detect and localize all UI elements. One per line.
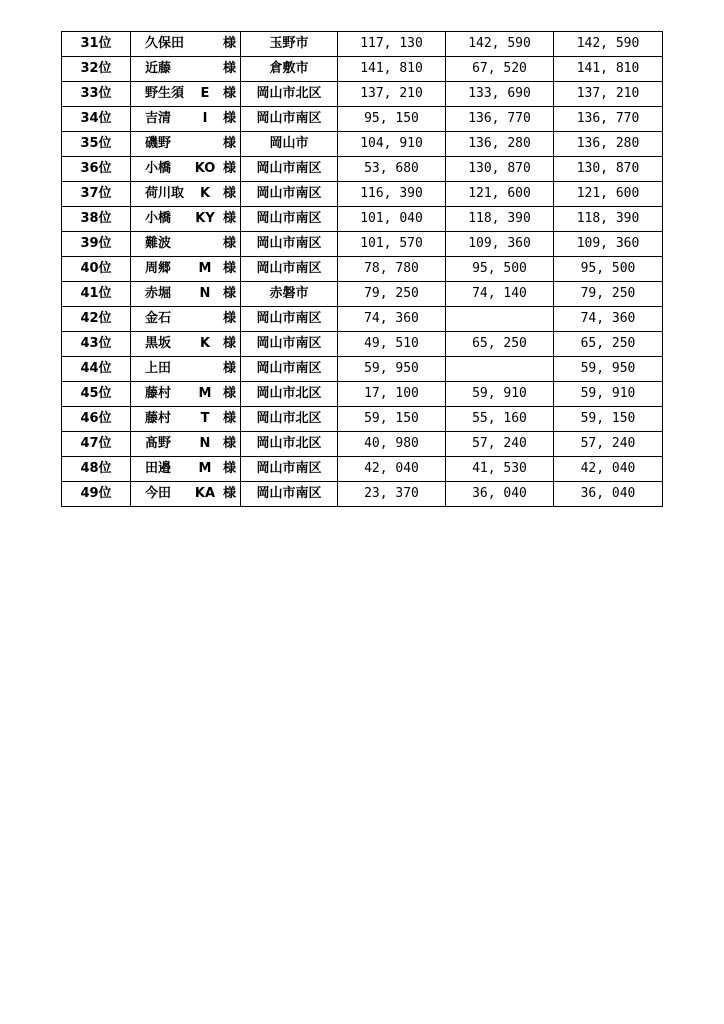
value-cell-2: 142, 590 [446,32,554,57]
value-cell-1: 117, 130 [338,32,446,57]
customer-initial: T [200,411,210,426]
rank-cell: 31位 [62,32,131,57]
name-cell [131,182,241,207]
value-cell-1: 42, 040 [338,457,446,482]
table-row [62,457,663,482]
customer-initial: K [199,186,211,201]
value-cell-3: 36, 040 [554,482,663,507]
customer-name: 上田 [145,361,172,376]
city-cell: 岡山市 [241,132,338,157]
table-row [62,282,663,307]
customer-name: 今田 [145,486,172,501]
table-row [62,57,663,82]
table-row [62,107,663,132]
city-cell: 岡山市北区 [241,382,338,407]
rank-cell: 39位 [62,232,131,257]
name-cell [131,232,241,257]
city-cell: 岡山市南区 [241,307,338,332]
name-cell [131,57,241,82]
value-cell-2: 136, 770 [446,107,554,132]
customer-name: 髙野 [145,436,172,451]
customer-initial: M [198,386,212,401]
customer-initial: K [199,336,211,351]
table-row [62,307,663,332]
value-cell-1: 78, 780 [338,257,446,282]
rank-cell: 37位 [62,182,131,207]
value-cell-1: 23, 370 [338,482,446,507]
table-row [62,257,663,282]
value-cell-2: 65, 250 [446,332,554,357]
value-cell-1: 101, 570 [338,232,446,257]
rank-cell: 38位 [62,207,131,232]
value-cell-3: 136, 770 [554,107,663,132]
value-cell-3: 79, 250 [554,282,663,307]
value-cell-1: 95, 150 [338,107,446,132]
name-cell [131,32,241,57]
honorific: 様 [222,336,236,351]
customer-name: 難波 [145,236,172,251]
value-cell-1: 49, 510 [338,332,446,357]
name-cell [131,82,241,107]
value-cell-2: 74, 140 [446,282,554,307]
customer-initial: I [202,111,208,126]
customer-initial: N [199,286,211,301]
table-row [62,182,663,207]
value-cell-3: 130, 870 [554,157,663,182]
name-cell [131,307,241,332]
honorific: 様 [222,236,236,251]
value-cell-1: 17, 100 [338,382,446,407]
value-cell-3: 65, 250 [554,332,663,357]
name-cell [131,382,241,407]
city-cell: 岡山市南区 [241,207,338,232]
value-cell-2: 57, 240 [446,432,554,457]
city-cell: 岡山市南区 [241,482,338,507]
table-row [62,157,663,182]
value-cell-1: 101, 040 [338,207,446,232]
customer-name: 野生須 [145,86,185,101]
value-cell-3: 59, 910 [554,382,663,407]
name-cell [131,407,241,432]
honorific: 様 [222,386,236,401]
value-cell-2: 67, 520 [446,57,554,82]
ranking-table [61,31,663,507]
value-cell-3: 142, 590 [554,32,663,57]
honorific: 様 [222,136,236,151]
value-cell-3: 57, 240 [554,432,663,457]
city-cell: 岡山市南区 [241,107,338,132]
city-cell: 岡山市南区 [241,157,338,182]
city-cell: 倉敷市 [241,57,338,82]
name-cell [131,482,241,507]
value-cell-2: 121, 600 [446,182,554,207]
city-cell: 岡山市南区 [241,357,338,382]
customer-name: 近藤 [145,61,172,76]
name-cell [131,257,241,282]
table-row [62,357,663,382]
value-cell-2: 133, 690 [446,82,554,107]
value-cell-3: 121, 600 [554,182,663,207]
rank-cell: 32位 [62,57,131,82]
honorific: 様 [222,186,236,201]
city-cell: 赤磐市 [241,282,338,307]
city-cell: 岡山市北区 [241,407,338,432]
customer-name: 小橋 [145,161,172,176]
honorific: 様 [222,311,236,326]
value-cell-3: 141, 810 [554,57,663,82]
city-cell: 岡山市南区 [241,182,338,207]
honorific: 様 [222,161,236,176]
city-cell: 玉野市 [241,32,338,57]
value-cell-2: 59, 910 [446,382,554,407]
rank-cell: 33位 [62,82,131,107]
value-cell-2: 118, 390 [446,207,554,232]
customer-name: 藤村 [145,411,172,426]
honorific: 様 [222,61,236,76]
rank-cell: 41位 [62,282,131,307]
customer-name: 赤堀 [145,286,172,301]
value-cell-2 [446,357,554,382]
rank-cell: 40位 [62,257,131,282]
customer-name: 黒坂 [145,336,172,351]
value-cell-2: 55, 160 [446,407,554,432]
table-row [62,482,663,507]
name-cell [131,432,241,457]
value-cell-1: 137, 210 [338,82,446,107]
customer-name: 田邉 [145,461,172,476]
name-cell [131,107,241,132]
name-cell [131,207,241,232]
customer-name: 荷川取 [145,186,185,201]
honorific: 様 [222,461,236,476]
value-cell-2: 36, 040 [446,482,554,507]
customer-name: 磯野 [145,136,172,151]
honorific: 様 [222,361,236,376]
customer-initial: M [198,461,212,476]
city-cell: 岡山市北区 [241,432,338,457]
honorific: 様 [222,486,236,501]
name-cell [131,457,241,482]
customer-name: 小橋 [145,211,172,226]
value-cell-3: 137, 210 [554,82,663,107]
table-row [62,432,663,457]
value-cell-1: 53, 680 [338,157,446,182]
rank-cell: 43位 [62,332,131,357]
value-cell-1: 40, 980 [338,432,446,457]
table-row [62,32,663,57]
value-cell-2: 136, 280 [446,132,554,157]
ranking-table-body [62,32,663,507]
customer-initial: E [200,86,210,101]
name-cell [131,157,241,182]
rank-cell: 44位 [62,357,131,382]
rank-cell: 35位 [62,132,131,157]
customer-name: 吉清 [145,111,172,126]
honorific: 様 [222,286,236,301]
name-cell [131,132,241,157]
honorific: 様 [222,261,236,276]
value-cell-2: 109, 360 [446,232,554,257]
value-cell-2: 95, 500 [446,257,554,282]
value-cell-1: 141, 810 [338,57,446,82]
rank-cell: 34位 [62,107,131,132]
name-cell [131,357,241,382]
honorific: 様 [222,36,236,51]
table-row [62,407,663,432]
honorific: 様 [222,436,236,451]
table-row [62,382,663,407]
city-cell: 岡山市南区 [241,232,338,257]
rank-cell: 46位 [62,407,131,432]
value-cell-1: 59, 950 [338,357,446,382]
table-row [62,232,663,257]
value-cell-3: 95, 500 [554,257,663,282]
table-row [62,207,663,232]
table-row [62,132,663,157]
rank-cell: 48位 [62,457,131,482]
honorific: 様 [222,411,236,426]
value-cell-1: 59, 150 [338,407,446,432]
customer-name: 藤村 [145,386,172,401]
customer-initial: KA [194,486,216,501]
rank-cell: 42位 [62,307,131,332]
customer-initial: KY [195,211,215,226]
value-cell-2: 130, 870 [446,157,554,182]
customer-name: 久保田 [145,36,185,51]
table-row [62,82,663,107]
honorific: 様 [222,86,236,101]
name-cell [131,282,241,307]
value-cell-2 [446,307,554,332]
city-cell: 岡山市南区 [241,332,338,357]
rank-cell: 36位 [62,157,131,182]
rank-cell: 47位 [62,432,131,457]
value-cell-1: 79, 250 [338,282,446,307]
value-cell-3: 59, 950 [554,357,663,382]
value-cell-3: 118, 390 [554,207,663,232]
value-cell-1: 104, 910 [338,132,446,157]
customer-initial: N [199,436,211,451]
value-cell-3: 42, 040 [554,457,663,482]
city-cell: 岡山市南区 [241,257,338,282]
table-row [62,332,663,357]
value-cell-3: 59, 150 [554,407,663,432]
honorific: 様 [222,111,236,126]
rank-cell: 45位 [62,382,131,407]
customer-initial: KO [194,161,216,176]
rank-cell: 49位 [62,482,131,507]
value-cell-3: 136, 280 [554,132,663,157]
name-cell [131,332,241,357]
customer-name: 金石 [145,311,172,326]
value-cell-1: 74, 360 [338,307,446,332]
value-cell-3: 109, 360 [554,232,663,257]
value-cell-1: 116, 390 [338,182,446,207]
value-cell-2: 41, 530 [446,457,554,482]
honorific: 様 [222,211,236,226]
value-cell-3: 74, 360 [554,307,663,332]
customer-initial: M [198,261,212,276]
city-cell: 岡山市北区 [241,82,338,107]
customer-name: 周郷 [145,261,172,276]
city-cell: 岡山市南区 [241,457,338,482]
